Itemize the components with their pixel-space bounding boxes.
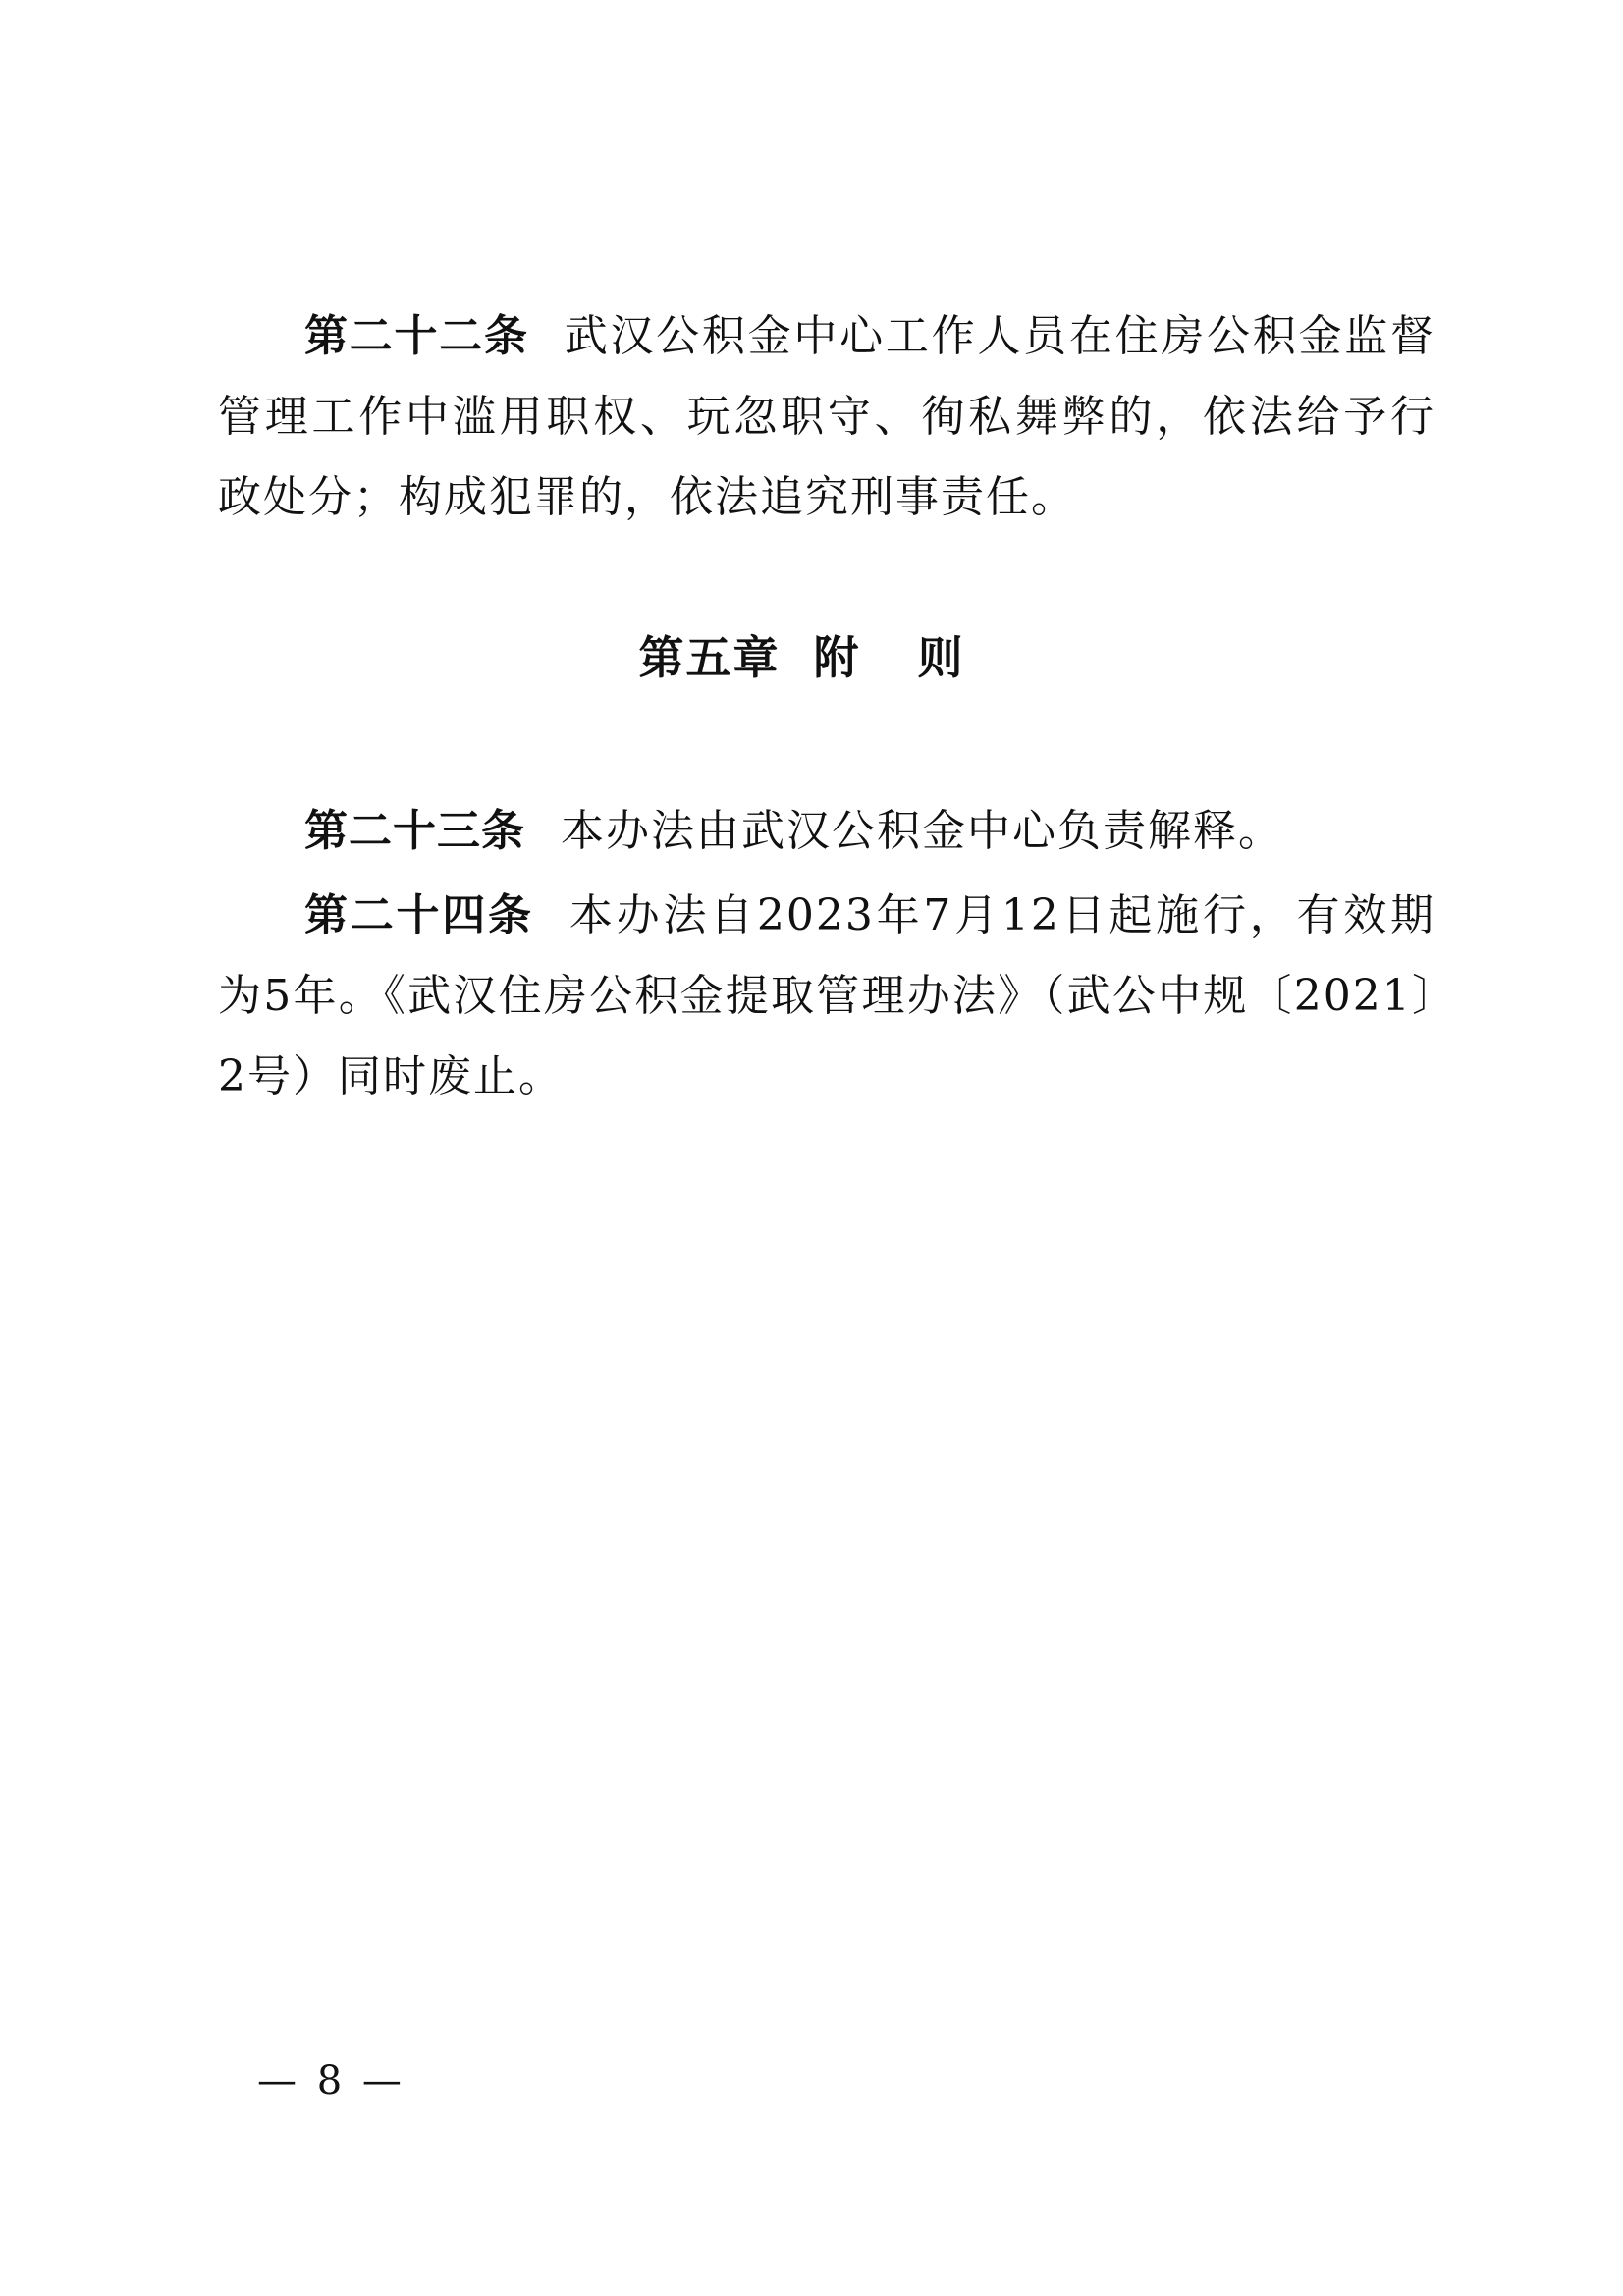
chapter-number: 第五章 [638, 631, 781, 684]
article-22 [218, 296, 1435, 538]
article-23-text: 本办法由武汉公积金中心负责解释。 [561, 806, 1283, 856]
article-24-label: 第二十四条 [304, 890, 534, 940]
chapter-heading [0, 628, 1623, 687]
page-number: — 8 — [257, 2058, 406, 2104]
article-22-label: 第二十二条 [304, 311, 529, 361]
article-22-text: 武汉公积金中心工作人员在住房公积金监督管理工作中滥用职权、玩忽职守、徇私舞弊的，依法给予行政处分；构成犯罪的，依法追究刑事责任。 [218, 311, 1436, 522]
article-23-label: 第二十三条 [304, 806, 525, 856]
article-23 [218, 791, 1435, 872]
article-24 [218, 876, 1435, 1117]
chapter-title: 附 则 [813, 631, 985, 684]
article-24-text: 本办法自2023年7月12日起施行，有效期为5年。《武汉住房公积金提取管理办法》（武公中规〔2021〕2号）同时废止。 [218, 890, 1436, 1101]
